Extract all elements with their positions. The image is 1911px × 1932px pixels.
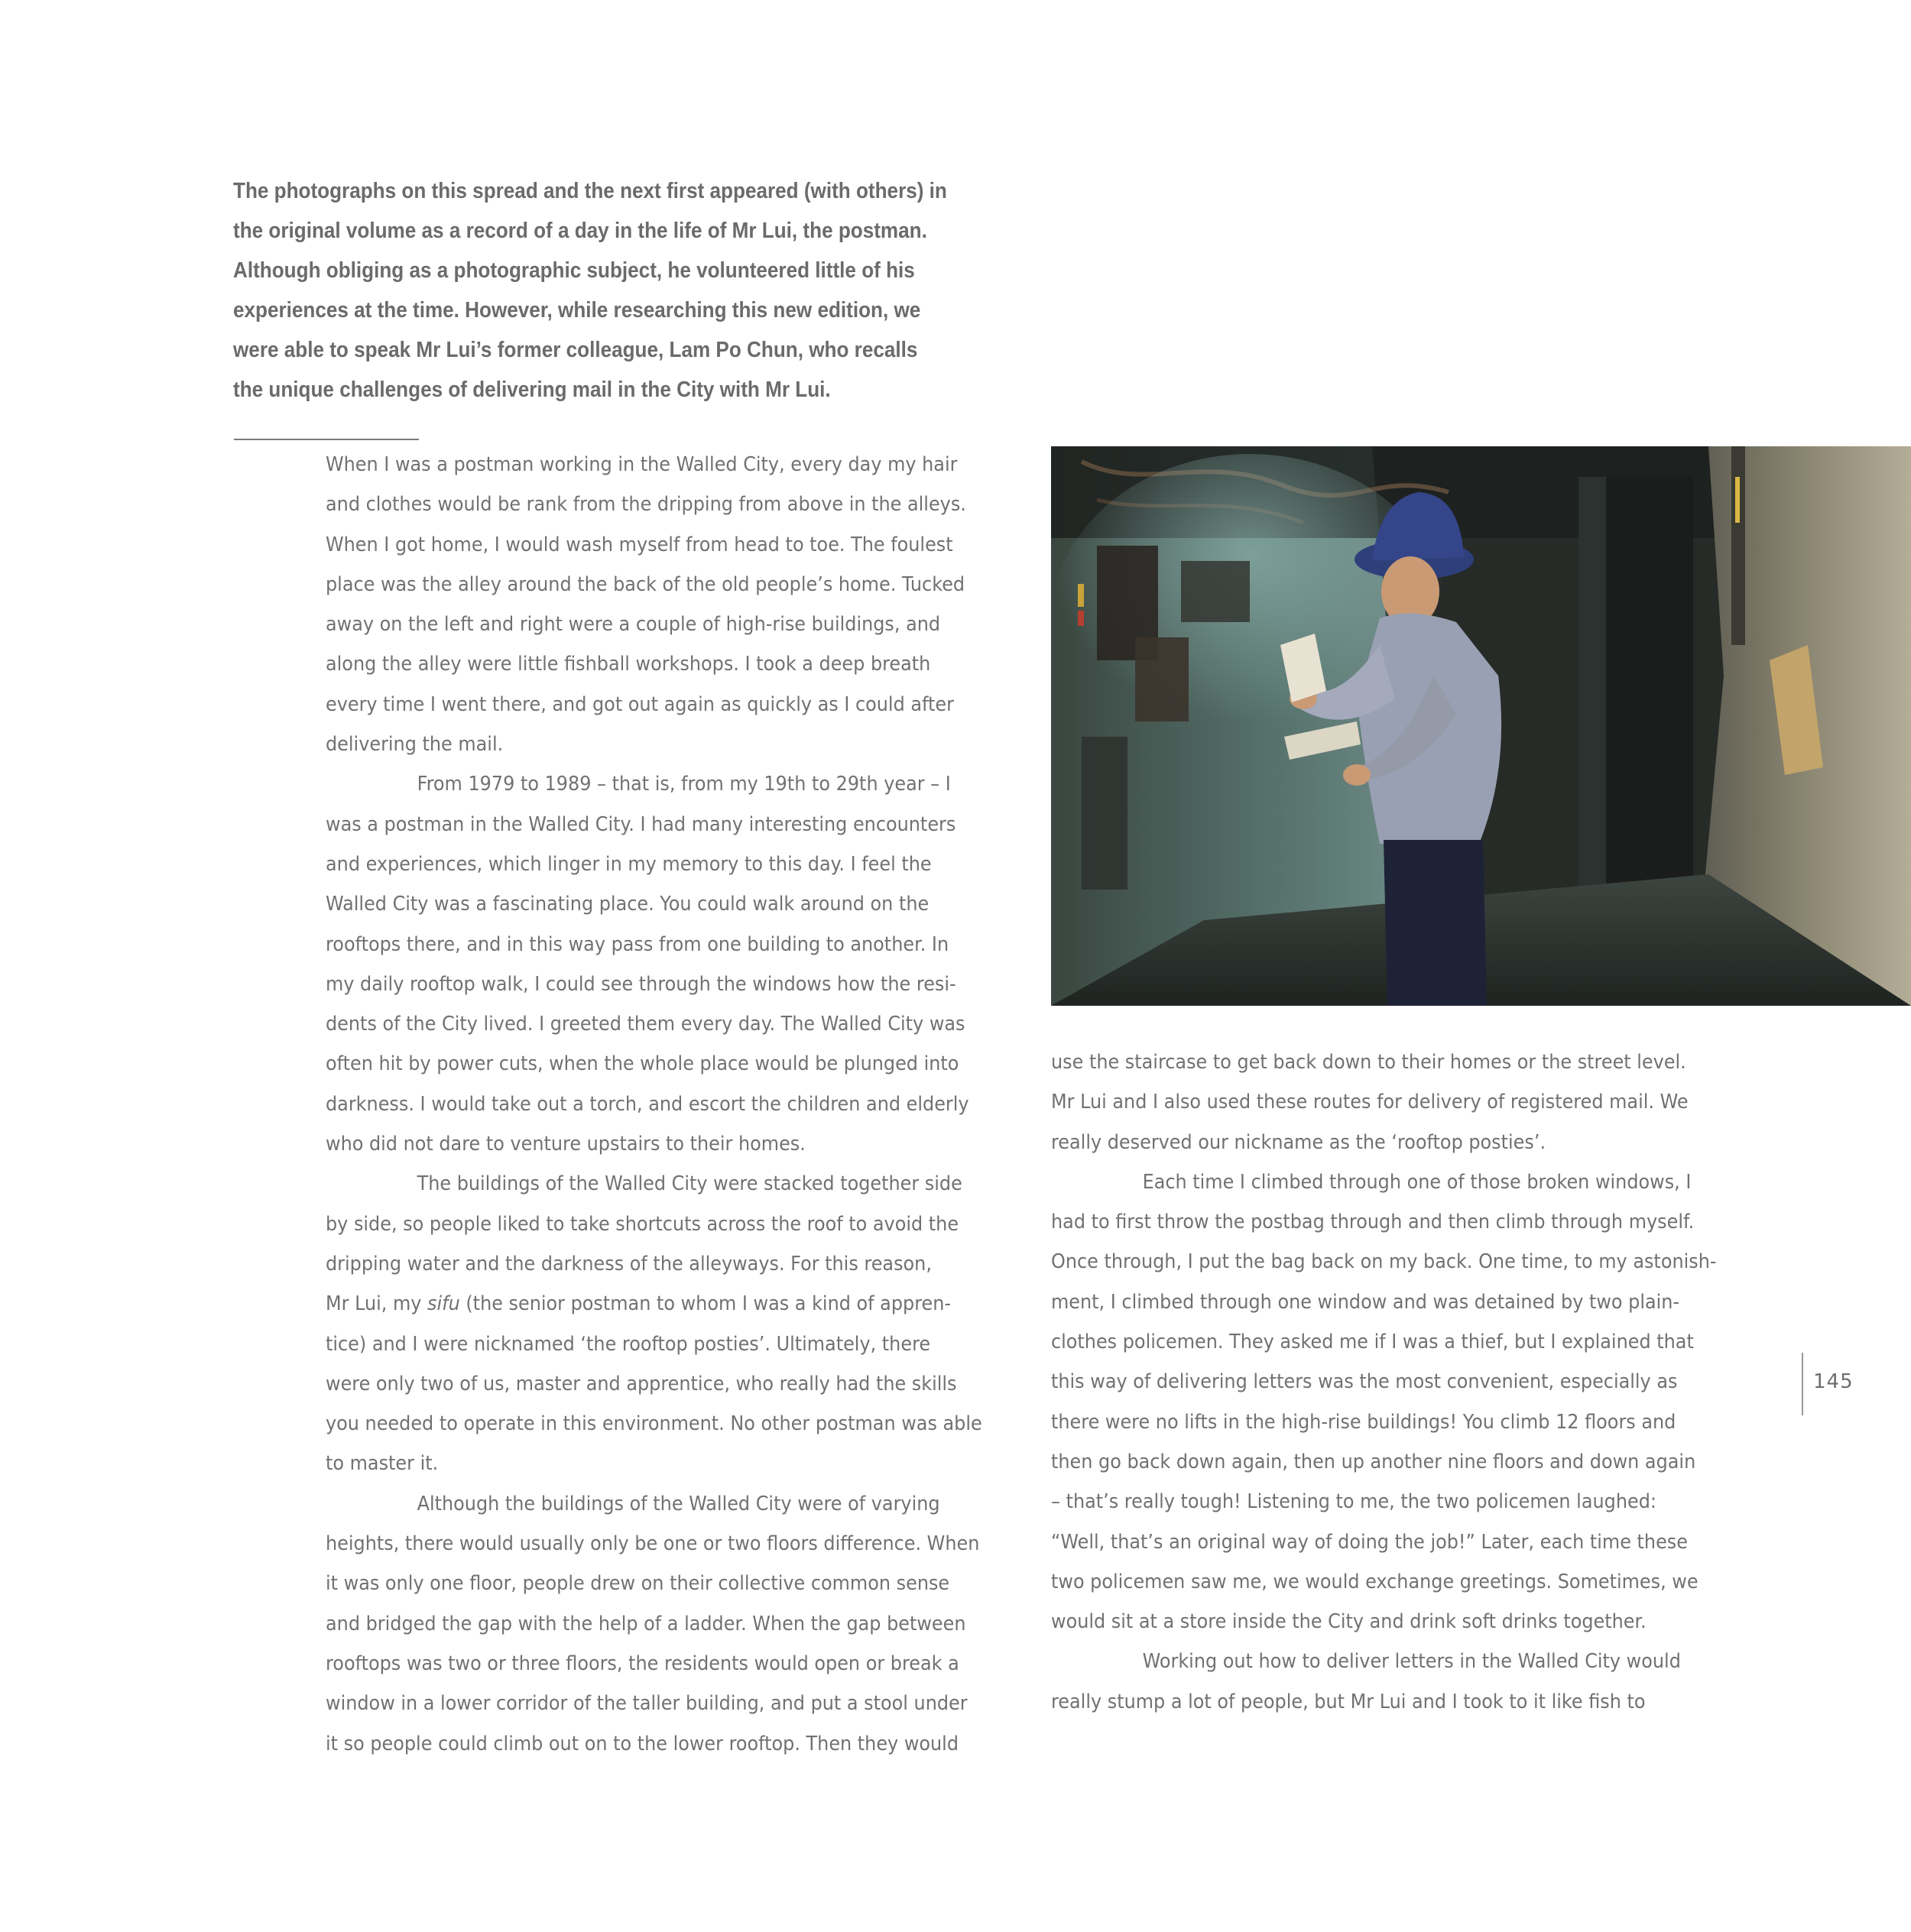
text-line: dripping water and the darkness of the alleyways. For this reason, (326, 1252, 932, 1276)
page-number-rule (1802, 1353, 1803, 1415)
sifu-term: sifu (427, 1292, 460, 1316)
text-line: – that’s really tough! Listening to me, the two policemen laughed: (1051, 1490, 1656, 1514)
text-line: really stump a lot of people, but Mr Lui and I took to it like fish to (1051, 1690, 1646, 1713)
text-line: you needed to operate in this environment. No other postman was able (326, 1412, 982, 1436)
text-line: would sit at a store inside the City and drink soft drinks together. (1051, 1610, 1647, 1634)
intro-line: were able to speak Mr Lui’s former colleague, Lam Po Chun, who recalls (233, 338, 918, 362)
text-line: tice) and I were nicknamed ‘the rooftop posties’. Ultimately, there (326, 1332, 931, 1356)
text-line: heights, there would usually only be one or two floors difference. When (326, 1532, 980, 1556)
text-line: From 1979 to 1989 – that is, from my 19th to 29th year – I (417, 773, 951, 796)
text-line: really deserved our nickname as the ‘rooftop posties’. (1051, 1130, 1546, 1154)
text-line: and experiences, which linger in my memory to this day. I feel the (326, 852, 932, 876)
text-line: along the alley were little fishball workshops. I took a deep breath (326, 653, 931, 676)
text-line: and clothes would be rank from the dripping from above in the alleys. (326, 493, 966, 517)
text-line: clothes policemen. They asked me if I was a thief, but I explained that (1051, 1331, 1694, 1354)
text-line: “Well, that’s an original way of doing the job!” Later, each time these (1051, 1530, 1688, 1554)
text-line: was a postman in the Walled City. I had many interesting encounters (326, 812, 956, 836)
text-line: two policemen saw me, we would exchange greetings. Sometimes, we (1051, 1570, 1698, 1593)
intro-line: the original volume as a record of a day in the life of Mr Lui, the postman. (233, 219, 927, 243)
photo-illustration (1051, 446, 1911, 1006)
text-line: Mr Lui and I also used these routes for delivery of registered mail. We (1051, 1091, 1689, 1114)
right-text-column (1051, 1042, 1717, 1722)
text-line: Each time I climbed through one of those broken windows, I (1142, 1170, 1692, 1194)
text-line: every time I went there, and got out again as quickly as I could after (326, 692, 954, 716)
text-line: this way of delivering letters was the most convenient, especially as (1051, 1370, 1678, 1394)
postman-photograph (1051, 446, 1911, 1006)
text-line: When I got home, I would wash myself from head to toe. The foulest (326, 533, 953, 556)
text-line: place was the alley around the back of the old people’s home. Tucked (326, 572, 965, 596)
text-line: use the staircase to get back down to their homes or the street level. (1051, 1051, 1686, 1074)
text-line: dents of the City lived. I greeted them every day. The Walled City was (326, 1013, 965, 1036)
text-line: When I was a postman working in the Walled City, every day my hair (326, 453, 958, 476)
left-text-column (326, 445, 982, 1764)
text-line: it so people could climb out on to the lower rooftop. Then they would (326, 1732, 959, 1755)
text-line: Once through, I put the bag back on my back. One time, to my astonish- (1051, 1250, 1717, 1274)
text-line: were only two of us, master and apprentice, who really had the skills (326, 1372, 957, 1396)
intro-line: The photographs on this spread and the next first appeared (with others) in (233, 179, 947, 203)
text-line: it was only one floor, people drew on their collective common sense (326, 1572, 950, 1596)
section-divider (234, 439, 419, 440)
text-line: by side, so people liked to take shortcuts across the roof to avoid the (326, 1212, 959, 1236)
text-line: away on the left and right were a couple of high-rise buildings, and (326, 613, 941, 637)
text-line-sifu (326, 1284, 982, 1324)
text-segment: (the senior postman to whom I was a kind of appren- (459, 1292, 952, 1316)
text-line: delivering the mail. (326, 733, 504, 757)
intro-paragraph (233, 171, 947, 410)
text-segment: Mr Lui, my (326, 1292, 428, 1316)
text-line: my daily rooftop walk, I could see through the windows how the resi- (326, 972, 956, 996)
text-line: darkness. I would take out a torch, and escort the children and elderly (326, 1092, 969, 1116)
intro-line: the unique challenges of delivering mail in the City with Mr Lui. (233, 378, 831, 402)
intro-line: Although obliging as a photographic subject, he volunteered little of his (233, 258, 915, 283)
text-line: Walled City was a fascinating place. You could walk around on the (326, 893, 930, 916)
text-line: had to first throw the postbag through and then climb through myself. (1051, 1211, 1695, 1234)
text-line: often hit by power cuts, when the whole place would be plunged into (326, 1052, 959, 1076)
text-line: Although the buildings of the Walled City were of varying (417, 1492, 940, 1515)
text-line: and bridged the gap with the help of a ladder. When the gap between (326, 1612, 966, 1635)
text-line: The buildings of the Walled City were stacked together side (417, 1172, 962, 1196)
intro-line: experiences at the time. However, while researching this new edition, we (233, 298, 921, 323)
text-line: then go back down again, then up another nine floors and down again (1051, 1450, 1696, 1473)
text-line: to master it. (326, 1452, 439, 1476)
text-line: Working out how to deliver letters in the Walled City would (1142, 1650, 1681, 1674)
text-line: there were no lifts in the high-rise buildings! You climb 12 floors and (1051, 1410, 1676, 1434)
text-line: rooftops there, and in this way pass from one building to another. In (326, 932, 949, 956)
text-line: ment, I climbed through one window and was detained by two plain- (1051, 1290, 1680, 1314)
page-number: 145 (1813, 1370, 1854, 1393)
text-line: who did not dare to venture upstairs to their homes. (326, 1133, 806, 1156)
text-line: window in a lower corridor of the taller building, and put a stool under (326, 1692, 968, 1716)
text-line: rooftops was two or three floors, the residents would open or break a (326, 1652, 959, 1675)
